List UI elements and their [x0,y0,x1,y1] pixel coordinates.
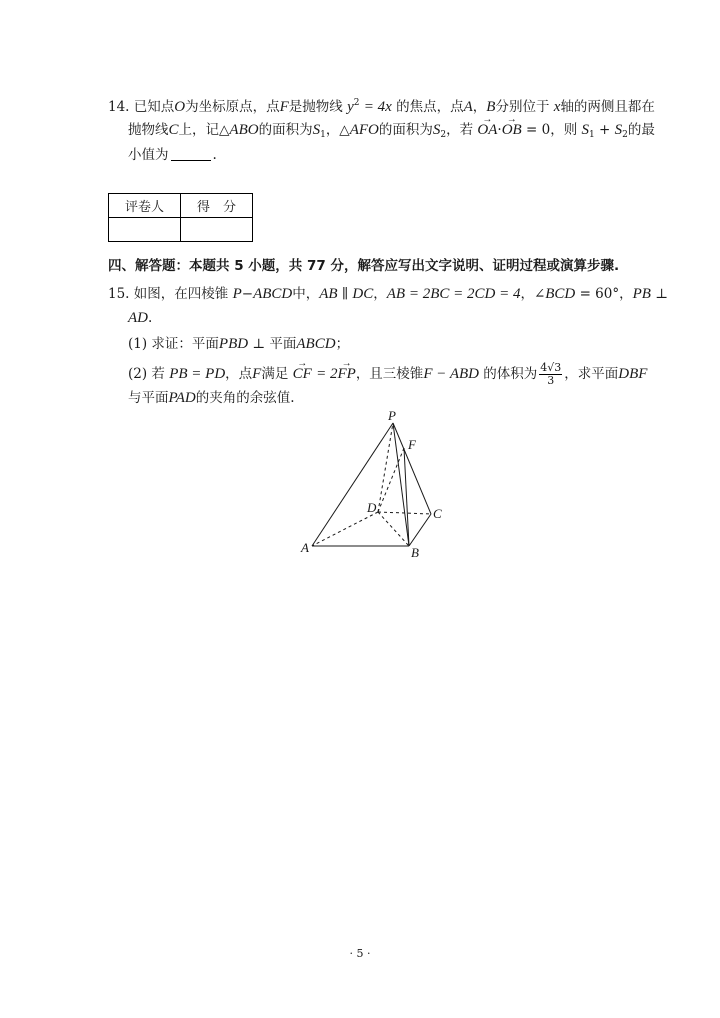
label-b: B [411,545,419,560]
math-subscript: 2 [440,130,447,140]
fraction-denominator: 3 [547,374,555,387]
q15-line2 [128,309,152,327]
edge-bc [409,514,431,546]
text: 的最 [627,122,655,138]
math-exponent: 2 [353,98,360,108]
section-heading: 四、解答题：本题共 5 小题，共 77 分，解答应写出文字说明、证明过程或演算步骤. [108,258,620,274]
math-operator: − [241,286,254,302]
math-var: DC [352,286,374,302]
math-var: A [463,99,473,115]
fraction-numerator: 4√3 [540,361,562,374]
math-var: S [581,122,589,138]
math-var: F [252,366,262,382]
text: 上，记△ [178,122,230,138]
pyramid-figure [298,405,448,560]
volume-fraction [539,362,562,387]
text: ，∠ [520,286,546,302]
text: 是抛物线 [288,99,343,115]
text: 如图，在四棱锥 [133,286,229,302]
text: 中， [292,286,320,302]
label-a: A [301,540,309,555]
text: (1) 求证：平面 [128,336,219,352]
vector-cf: → CF [293,365,312,383]
text: ； [335,336,350,352]
text: 的面积为 [258,122,313,138]
label-p: P [388,408,396,423]
math-var: AFO [349,122,379,138]
math-var: S [614,122,623,138]
text: 与平面 [128,390,169,406]
text: . [148,310,153,326]
text: 抛物线 [128,122,169,138]
edge-db [378,512,409,546]
text: ， [373,286,387,302]
math-subscript: 1 [589,130,595,140]
text: = 60°， [579,286,633,302]
question-number: 14. [108,99,130,115]
math-var: C [168,122,179,138]
math-var: S [432,122,441,138]
math-var: B [486,99,496,115]
math-subscript: 1 [320,130,326,140]
text: 小值为 [128,147,169,163]
vector-ob: → OB [502,121,522,139]
math-operator: + [599,122,611,138]
text: 的夹角的余弦值. [195,390,295,406]
text: . [212,147,217,163]
text: 已知点 [133,99,175,115]
text: ，且三棱锥 [355,366,424,382]
q14-line1 [108,94,655,116]
label-d: D [367,500,377,515]
text: ，△ [325,122,350,138]
math-expr: PB = PD [169,366,226,382]
math-operator: ⊥ [252,336,266,352]
text: 满足 [261,366,289,382]
answer-blank[interactable] [171,148,211,161]
math-var: PBD [218,336,249,352]
grader-label: 评卷人 [109,194,181,218]
math-var: y [347,99,354,115]
math-var: P [232,286,242,302]
label-f: F [408,437,416,452]
math-var: F − ABD [423,366,479,382]
text: ，点 [225,366,253,382]
math-var: x [553,99,561,115]
edge-ad [312,512,378,546]
q14-line3 [128,146,217,164]
math-var: AD [128,310,148,326]
math-var: DBF [618,366,648,382]
text: 轴的两侧且都在 [560,99,655,115]
score-table [108,193,253,242]
math-var: BCD [545,286,576,302]
math-var: F [279,99,289,115]
math-var: PB [632,286,651,302]
vector-fp: → FP [337,365,355,383]
text: ，求平面 [564,366,619,382]
math-var: ABO [229,122,259,138]
text: = 0，则 [526,122,578,138]
text: (2) 若 [128,366,165,382]
math-var: ABCD [296,336,336,352]
question-number: 15. [108,286,130,302]
score-label: 得 分 [181,194,253,218]
edge-pd [378,423,393,512]
label-c: C [433,506,442,521]
grader-cell[interactable] [109,218,181,242]
math-var: S [312,122,321,138]
q15-part2b [128,389,295,407]
text: ， [472,99,487,115]
text: 分别位于 [495,99,550,115]
math-expr: AB = 2BC = 2CD = 4 [386,286,521,302]
page-number: · 5 · [349,947,371,960]
math-var: PAD [168,390,196,406]
math-var: O [174,99,186,115]
vector-oa: → OA [477,121,497,139]
math-expr: = 2 [316,366,338,382]
text: 的焦点，点 [396,99,464,115]
text: ，若 [446,122,474,138]
math-operator: · [497,122,502,138]
math-operator: ∥ [341,286,349,302]
text: 的面积为 [378,122,433,138]
q15-part1 [128,335,349,353]
edge-fb [404,448,409,546]
q15-part2 [128,362,647,387]
score-cell[interactable] [181,218,253,242]
text: 平面 [269,336,297,352]
math-var: ABCD [253,286,293,302]
math-operator: ⊥ [655,286,668,302]
math-subscript: 2 [622,130,628,140]
math-var: AB [319,286,338,302]
q14-line2 [128,121,655,144]
text: 的体积为 [483,366,538,382]
edge-pa [312,423,393,546]
q15-line1 [108,285,668,303]
text: 为坐标原点，点 [185,99,280,115]
math-expr: = 4x [363,99,392,115]
